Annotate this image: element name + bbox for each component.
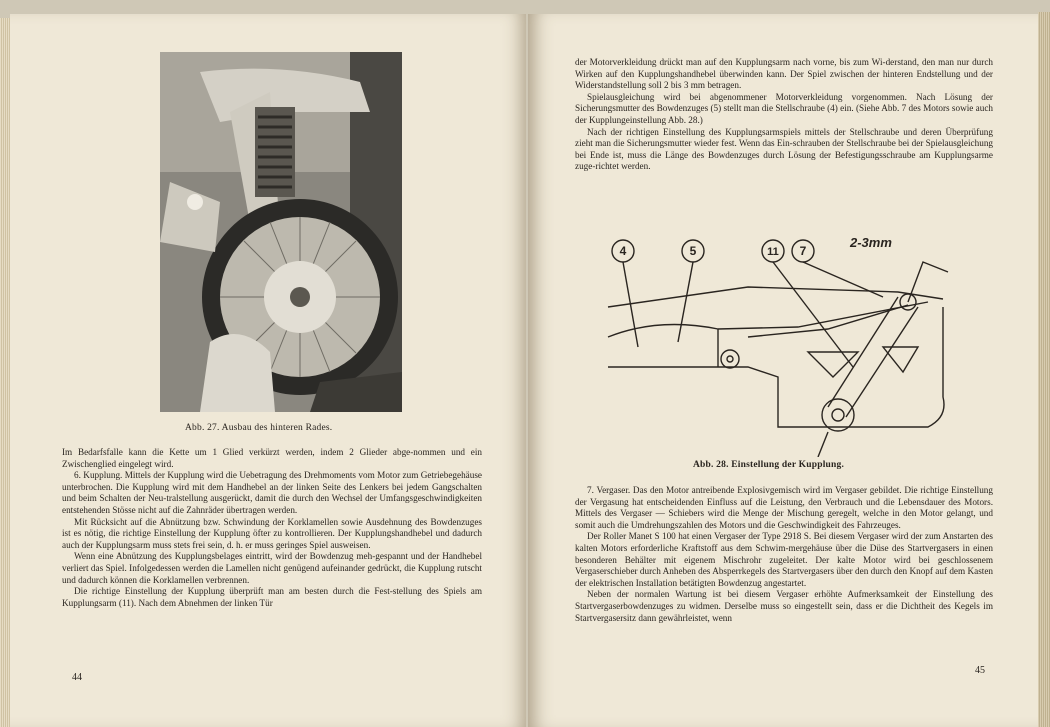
paragraph: 7. Vergaser. Das den Motor antreibende Explosivgemisch wird im Vergaser gebildet. Die richtige Einstellung der Vergasung hat entscheidenden Einfluss auf die Leistung, den Verbrauch und die Lebensdauer des Motors. Mittels des Vergaser — Schiebers wird die Menge der Mischung geregelt, welche in den Motor gelangt, und somit auch die Umdrehungszahlen des Motors und die Geschwindigkeit des Fahrzeuges.	[575, 485, 993, 530]
diagram-dimension-label: 2-3mm	[850, 235, 892, 250]
page-number-left: 44	[72, 672, 82, 683]
left-body-text	[62, 447, 482, 609]
paragraph: Mit Rücksicht auf die Abnützung bzw. Schwindung der Korklamellen sowie Ausdehnung des Bowdenzuges ist es nötig, die richtige Einstellung der Kupplung öfter zu kontrollieren. Der Kupplungshandhebel und dadurch auch der Kupplungsarm muss stets frei sein, d. h. er muss geringes Spiel ausweisen.	[62, 516, 482, 550]
diagram-label-4: 4	[619, 244, 627, 258]
paragraph: Neben der normalen Wartung ist bei diesem Vergaser erhöhte Aufmerksamkeit der Einstellung des Startvergaserbowdenzuges zu widmen. Derselbe muss so eingestellt sein, dass er die Dichtheit des Kegels im Startvergasersitz dann gewährleistet, wenn	[575, 589, 993, 623]
diagram-label-7: 7	[799, 244, 807, 258]
right-body-text-bottom	[575, 485, 993, 624]
right-page	[528, 14, 1040, 727]
diagram-label-11: 11	[767, 246, 779, 258]
paragraph: Nach der richtigen Einstellung des Kupplungsarmspiels mittels der Stellschraube und deren Überprüfung zieht man die Sicherungsmutter wieder fest. Wenn das Ein-schrauben der Stellschraube bei der Spielausgleichung bei Ende ist, muss die Länge des Bowdenzuges durch Lösung der Befestigungsschraube am Kupplungsarme zuge-richtet werden.	[575, 126, 994, 172]
paragraph: der Motorverkleidung drückt man auf den Kupplungsarm nach vorne, bis zum Wi-derstand, den man nur durch Wirken auf den Kupplungshandhebel überwinden kann. Der Spiel zwischen der hinteren Endstellung und der Widerstandstellung soll 2 bis 3 mm betragen.	[575, 57, 993, 91]
page-edges-right	[1038, 12, 1050, 727]
paragraph: 6. Kupplung. Mittels der Kupplung wird die Uebetragung des Drehmoments vom Motor zum Getriebegehäuse unterbrochen. Die Kupplung wird mit dem Handhebel an der linken Seite des Lenkers bei jedem Gangschalten und beim Schalten der Neu-tralstellung ausgerückt, damit die durch den Wechsel der Umfangsgeschwindigkeiten entstehenden Stösse nicht auf die Zahnräder übertragen werden.	[62, 470, 482, 515]
clutch-adjustment-diagram	[598, 217, 958, 457]
page-number-right: 45	[975, 665, 985, 676]
figure-28-caption: Abb. 28. Einstellung der Kupplung.	[693, 460, 845, 470]
clutch-adjustment-drawing	[598, 217, 958, 457]
rear-wheel-photo-image	[160, 52, 402, 412]
paragraph: Im Bedarfsfalle kann die Kette um 1 Glied verkürzt werden, indem 2 Glieder abge-nommen und ein Zwischenglied eingelegt wird.	[62, 447, 482, 469]
paragraph: Die richtige Einstellung der Kupplung überprüft man am besten durch die Fest-stellung des Spiels am Kupplungsarm (11). Nach dem Abnehmen der linken Tür	[62, 586, 482, 608]
right-body-text-top	[575, 57, 993, 173]
figure-27-caption: Abb. 27. Ausbau des hinteren Rades.	[185, 423, 333, 433]
paragraph: Spielausgleichung wird bei abgenommener Motorverkleidung vorgenommen. Nach Lösung der Sicherungsmutter des Bowdenzuges (5) stellt man die Stellschraube (4) ein. (Siehe Abb. 7 des Motors sowie auch der Kupplungeinstellung Abb. 28.)	[575, 91, 993, 125]
rear-wheel-photo	[160, 52, 402, 412]
diagram-label-5: 5	[689, 244, 697, 258]
paragraph: Wenn eine Abnützung des Kupplungsbelages eintritt, wird der Bowdenzug meh-gespannt und der Handhebel verliert das Spiel. Infolgedessen werden die Lamellen nicht genügend aufeinander gedrückt, die Kupplung rutscht und dadurch können die Korklamellen verbrennen.	[62, 551, 482, 585]
paragraph: Der Roller Manet S 100 hat einen Vergaser der Type 2918 S. Bei diesem Vergaser wird der zum Anstarten des kalten Motors erforderliche Kraftstoff aus dem Schwim-mergehäuse über die Düse des Startvergasers in einen besonderen Behälter mit eigenem Mischrohr zugeleitet. Der kalte Motor wird bei geschlossenem Vergaserschieber durch Anheben des Absperrkegels des Startvergasers über den durch den Knopf auf dem Kasten der elektrischen Installation betätigten Bowdenzug angestartet.	[575, 531, 993, 588]
left-page	[10, 14, 526, 727]
